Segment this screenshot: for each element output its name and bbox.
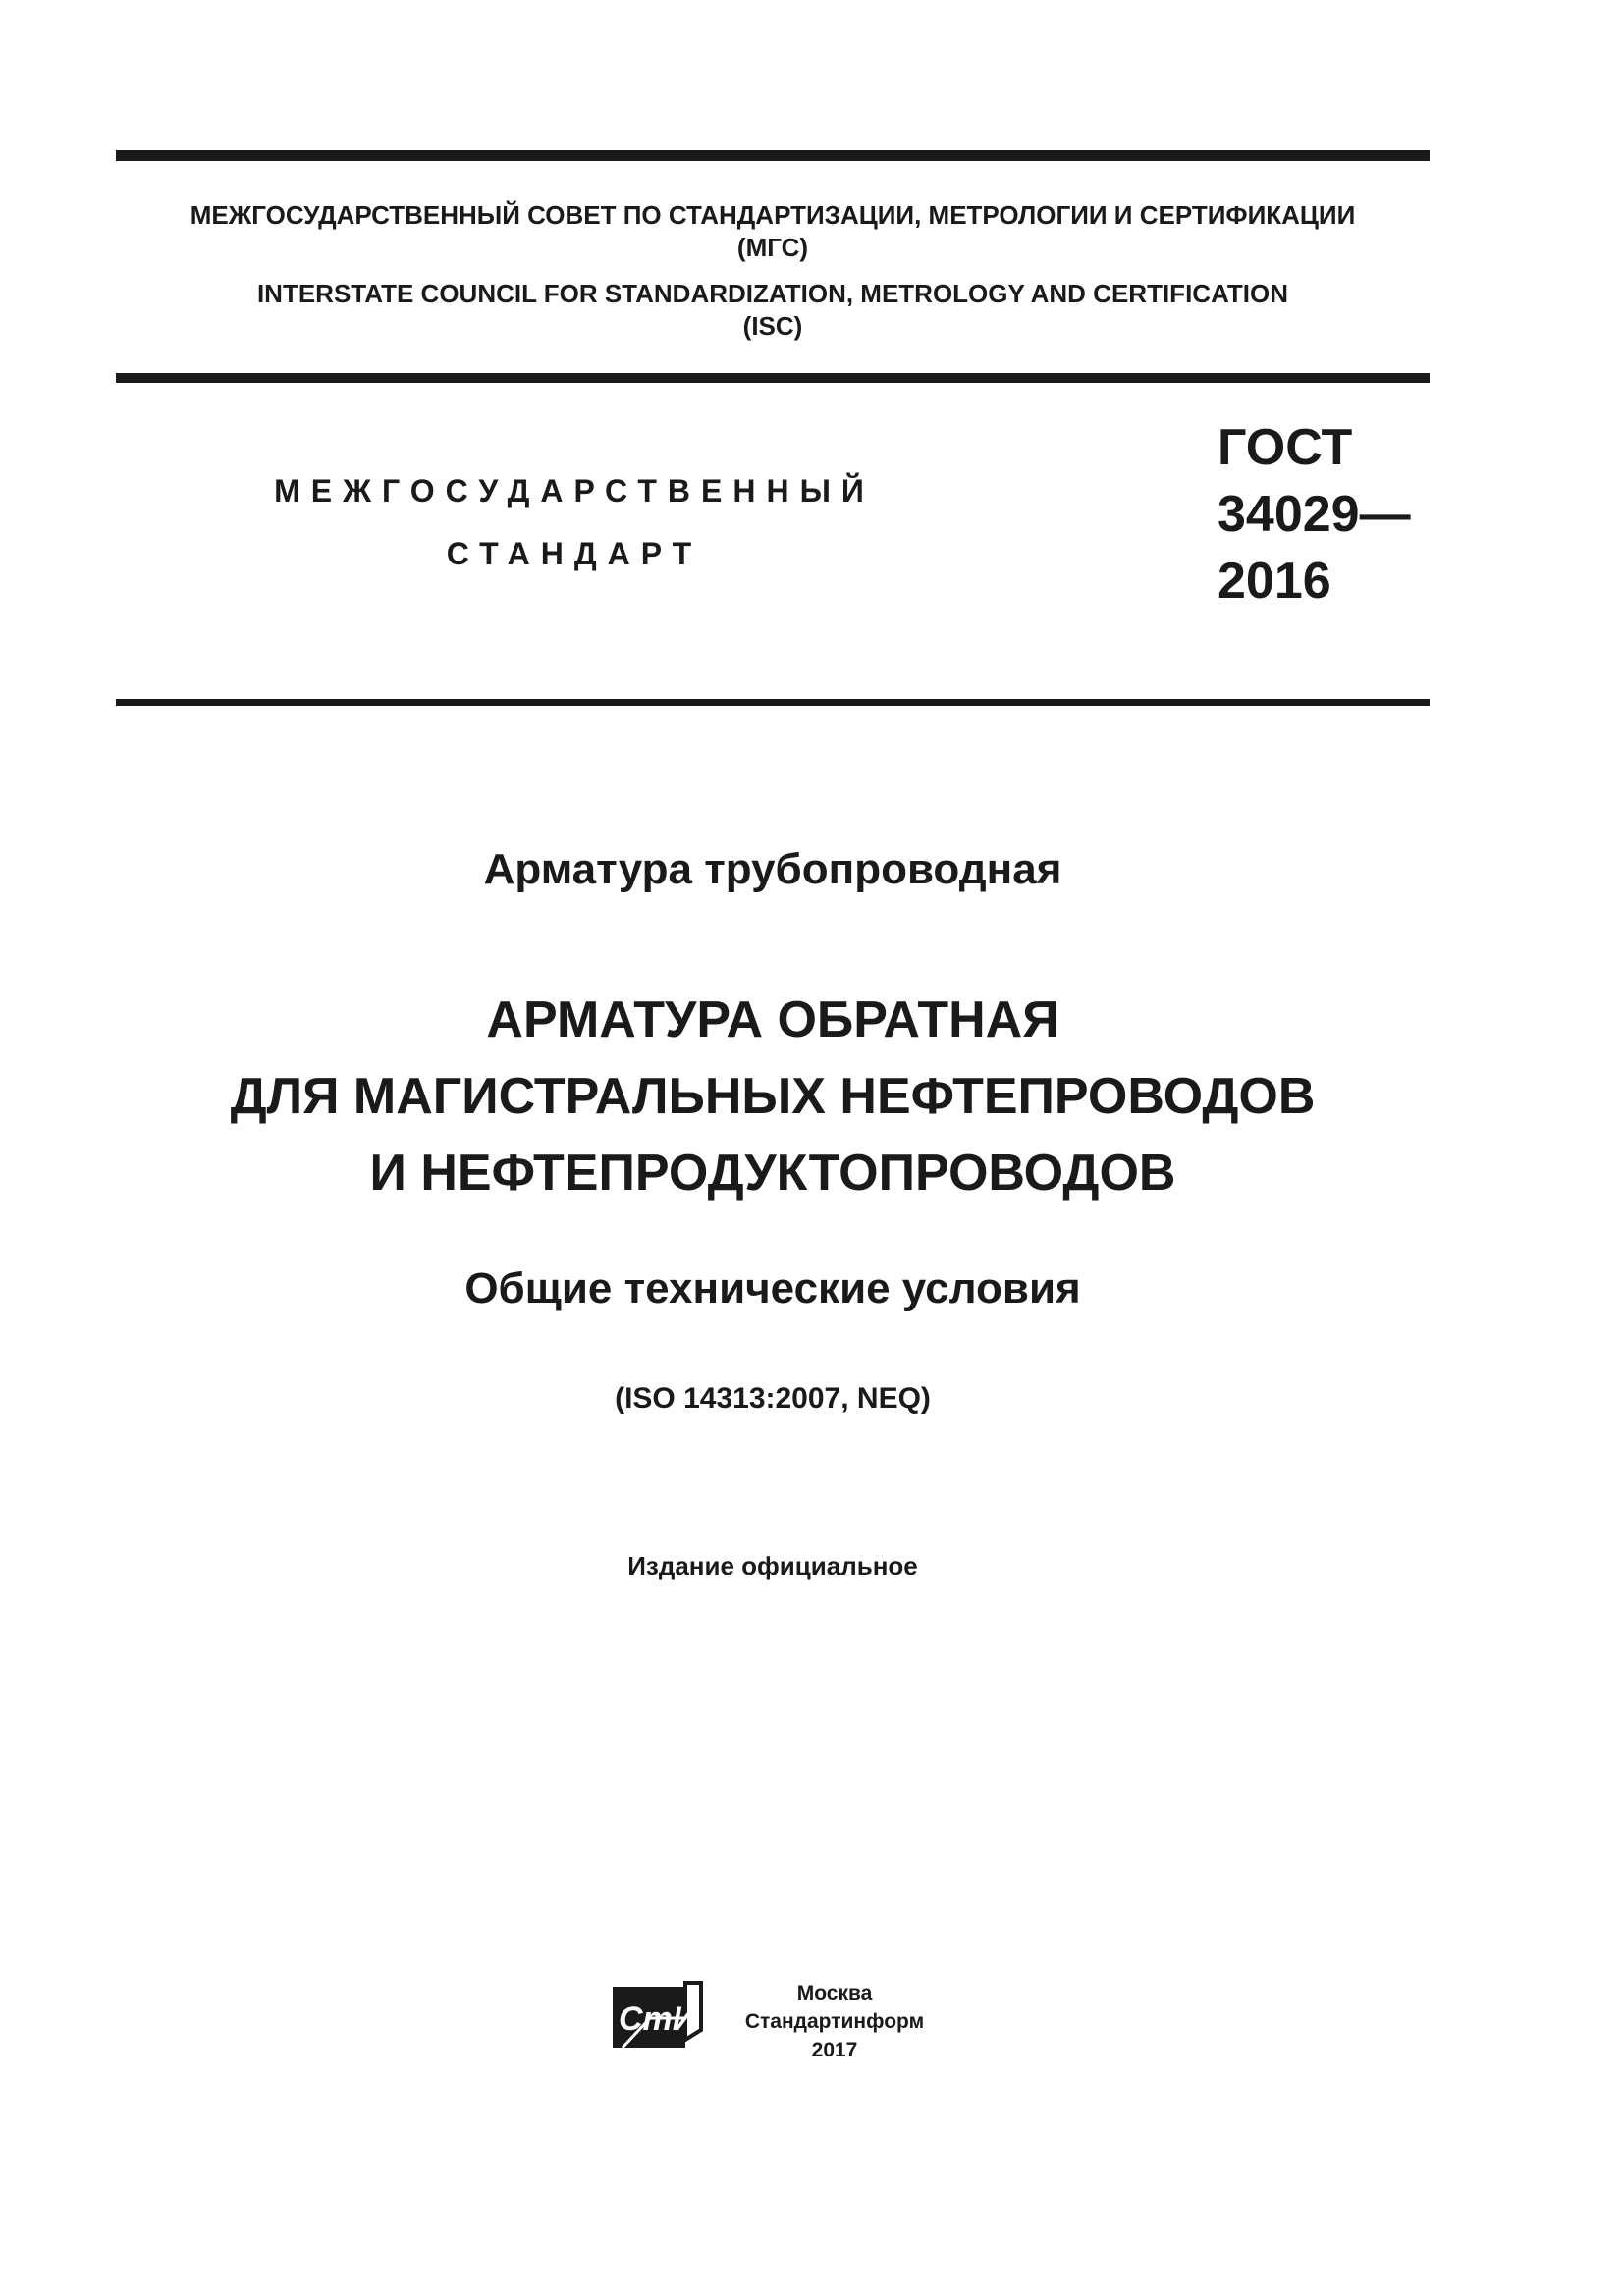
gost-label: ГОСТ	[1218, 419, 1353, 476]
iso-reference: (ISO 14313:2007, NEQ)	[615, 1382, 931, 1415]
document-subtitle: Общие технические условия	[464, 1264, 1081, 1312]
document-title	[116, 982, 1430, 1211]
council-abbr-ru: (МГС)	[736, 233, 809, 262]
gost-year: 2016	[1218, 553, 1331, 610]
publisher-city: Москва	[796, 1982, 873, 2004]
council-abbr-en: (ISC)	[742, 311, 803, 341]
svg-text:СтИ: СтИ	[619, 2001, 697, 2038]
middle-rule	[116, 373, 1430, 383]
standard-type-line-1: МЕЖГОСУДАРСТВЕННЫЙ	[274, 473, 875, 508]
gost-number: 34029—	[1218, 486, 1411, 543]
title-line-3: И НЕФТЕПРОДУКТОПРОВОДОВ	[369, 1145, 1176, 1201]
publisher-block	[727, 1979, 943, 2064]
standard-type-line-2: СТАНДАРТ	[446, 536, 703, 571]
standard-type	[196, 459, 952, 585]
top-rule	[116, 150, 1430, 161]
title-line-1: АРМАТУРА ОБРАТНАЯ	[486, 991, 1059, 1048]
edition-note: Издание официальное	[627, 1551, 918, 1580]
council-name-ru: МЕЖГОСУДАРСТВЕННЫЙ СОВЕТ ПО СТАНДАРТИЗАЦИИ, МЕТРОЛОГИИ И СЕРТИФИКАЦИИ	[189, 200, 1356, 230]
council-name-en: INTERSTATE COUNCIL FOR STANDARDIZATION, METROLOGY AND CERTIFICATION	[256, 279, 1289, 308]
gost-designation	[1218, 414, 1434, 614]
title-line-2: ДЛЯ МАГИСТРАЛЬНЫХ НЕФТЕПРОВОДОВ	[230, 1068, 1316, 1125]
publisher-name: Стандартинформ	[744, 2010, 925, 2033]
bottom-rule	[116, 699, 1430, 706]
standartinform-logo-icon	[611, 1979, 705, 2052]
publisher-year: 2017	[811, 2039, 858, 2061]
document-subject: Арматура трубопроводная	[483, 845, 1062, 893]
